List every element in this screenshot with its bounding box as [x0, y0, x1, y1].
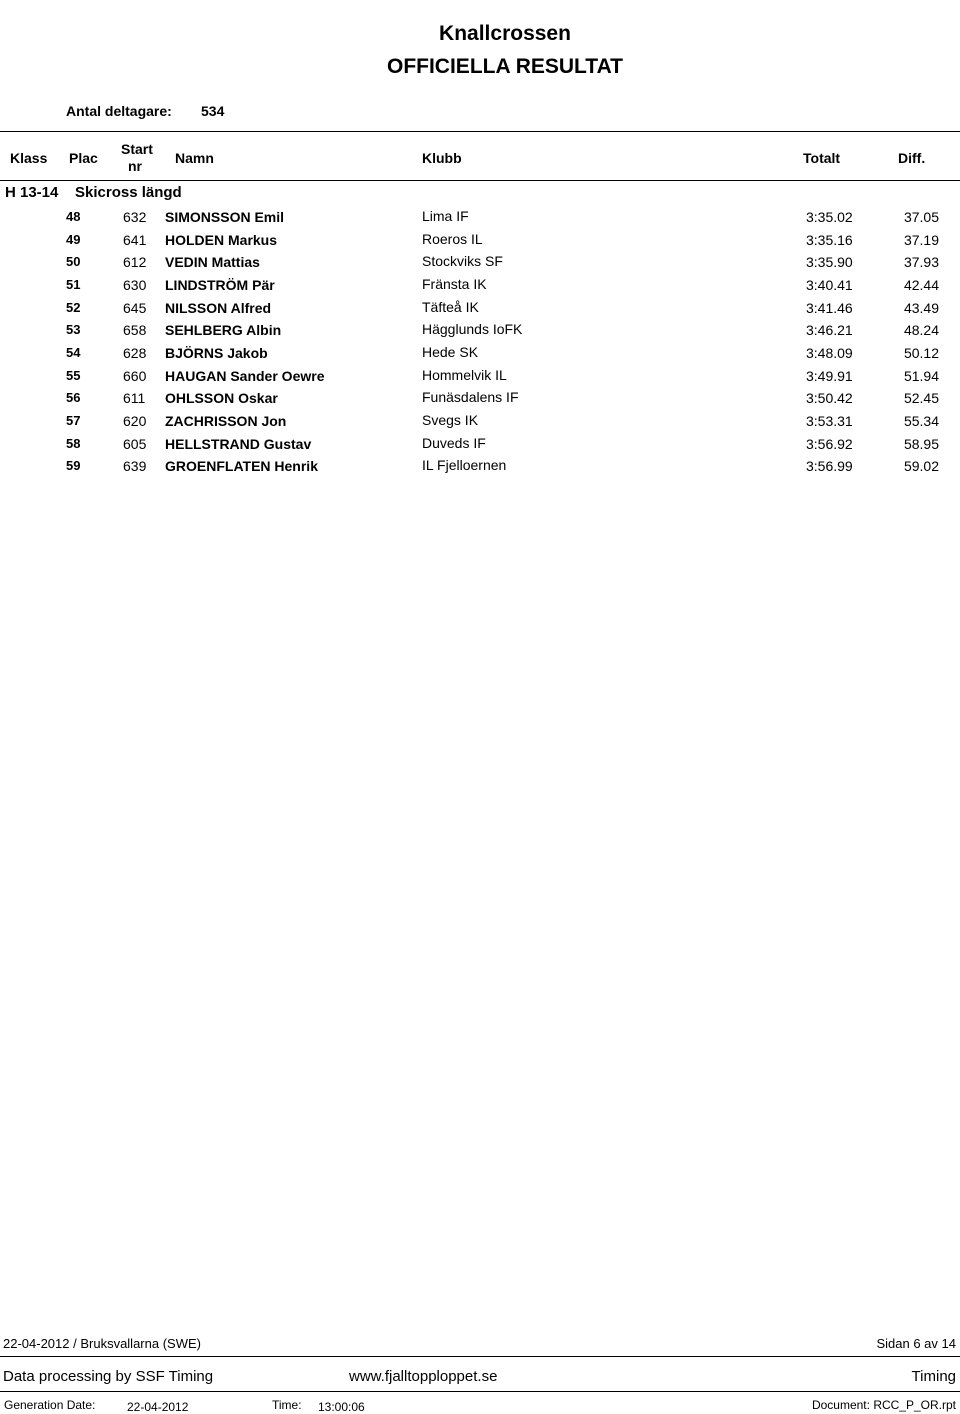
- result-name: OHLSSON Oskar: [165, 390, 278, 406]
- result-total: 3:35.16: [806, 232, 853, 248]
- result-plac: 55: [66, 368, 81, 383]
- result-name: VEDIN Mattias: [165, 254, 260, 270]
- result-club: Hägglunds IoFK: [422, 321, 523, 337]
- footer-time-label: Time:: [272, 1398, 302, 1412]
- result-total: 3:53.31: [806, 413, 853, 429]
- participants-count: 534: [201, 103, 225, 119]
- result-diff: 43.49: [903, 300, 939, 316]
- col-start-line1: Start: [121, 141, 153, 157]
- result-club: Duveds IF: [422, 435, 486, 451]
- result-start-nr: 620: [123, 413, 147, 429]
- col-klubb: Klubb: [422, 150, 462, 166]
- result-club: Fränsta IK: [422, 276, 487, 292]
- footer-bottom-rule: [0, 1391, 960, 1392]
- result-name: SIMONSSON Emil: [165, 209, 285, 225]
- result-plac: 58: [66, 436, 81, 451]
- result-name: NILSSON Alfred: [165, 300, 272, 316]
- result-diff: 42.44: [903, 277, 939, 293]
- result-plac: 50: [66, 254, 81, 269]
- result-diff: 55.34: [903, 413, 939, 429]
- result-start-nr: 639: [123, 458, 147, 474]
- result-plac: 54: [66, 345, 81, 360]
- result-start-nr: 641: [123, 232, 147, 248]
- result-diff: 37.05: [903, 209, 939, 225]
- result-start-nr: 632: [123, 209, 147, 225]
- result-plac: 49: [66, 232, 81, 247]
- result-row: [0, 458, 960, 480]
- result-name: HOLDEN Markus: [165, 232, 278, 248]
- result-diff: 48.24: [903, 322, 939, 338]
- result-club: Funäsdalens IF: [422, 389, 519, 405]
- result-diff: 58.95: [903, 436, 939, 452]
- result-row: [0, 254, 960, 276]
- result-name: GROENFLATEN Henrik: [165, 458, 318, 474]
- result-name: BJÖRNS Jakob: [165, 345, 268, 361]
- result-total: 3:48.09: [806, 345, 853, 361]
- result-diff: 59.02: [903, 458, 939, 474]
- result-total: 3:50.42: [806, 390, 853, 406]
- class-label: H 13-14: [5, 184, 59, 201]
- result-total: 3:56.92: [806, 436, 853, 452]
- result-plac: 59: [66, 458, 81, 473]
- footer-timing: Timing: [911, 1368, 956, 1385]
- result-start-nr: 611: [123, 390, 146, 406]
- result-diff: 37.19: [903, 232, 939, 248]
- result-start-nr: 605: [123, 436, 147, 452]
- participants-label: Antal deltagare:: [66, 103, 172, 119]
- result-total: 3:49.91: [806, 368, 853, 384]
- result-name: LINDSTRÖM Pär: [165, 277, 275, 293]
- result-club: Roeros IL: [422, 231, 483, 247]
- result-row: [0, 300, 960, 322]
- result-club: Hede SK: [422, 344, 479, 360]
- result-name: ZACHRISSON Jon: [165, 413, 287, 429]
- result-plac: 51: [66, 277, 81, 292]
- result-start-nr: 658: [123, 322, 147, 338]
- results-subtitle: OFFICIELLA RESULTAT: [386, 55, 624, 78]
- result-row: [0, 436, 960, 458]
- result-club: Hommelvik IL: [422, 367, 507, 383]
- result-name: HELLSTRAND Gustav: [165, 436, 312, 452]
- result-name: HAUGAN Sander Oewre: [165, 368, 325, 384]
- footer-document: Document: RCC_P_OR.rpt: [811, 1398, 956, 1412]
- result-start-nr: 645: [123, 300, 147, 316]
- result-club: Svegs IK: [422, 412, 479, 428]
- footer-website-link[interactable]: www.fjalltopploppet.se: [349, 1368, 498, 1385]
- result-total: 3:35.90: [806, 254, 853, 270]
- result-club: IL Fjelloernen: [422, 457, 507, 473]
- result-diff: 51.94: [903, 368, 939, 384]
- discipline-name: Skicross längd: [75, 184, 182, 201]
- col-diff: Diff.: [898, 150, 926, 166]
- result-row: [0, 390, 960, 412]
- result-start-nr: 628: [123, 345, 147, 361]
- footer-page-number: Sidan 6 av 14: [876, 1336, 956, 1351]
- result-name: SEHLBERG Albin: [165, 322, 282, 338]
- footer-time-value: 13:00:06: [318, 1400, 365, 1414]
- result-plac: 56: [66, 390, 81, 405]
- result-row: [0, 413, 960, 435]
- footer-data-processing: Data processing by SSF Timing: [3, 1368, 214, 1385]
- header-top-rule: [0, 131, 960, 132]
- result-start-nr: 612: [123, 254, 147, 270]
- result-club: Täfteå IK: [422, 299, 479, 315]
- result-total: 3:46.21: [806, 322, 853, 338]
- col-plac: Plac: [69, 150, 98, 166]
- result-plac: 57: [66, 413, 81, 428]
- result-start-nr: 660: [123, 368, 147, 384]
- result-total: 3:41.46: [806, 300, 853, 316]
- result-row: [0, 209, 960, 231]
- result-total: 3:35.02: [806, 209, 853, 225]
- result-total: 3:40.41: [806, 277, 853, 293]
- result-total: 3:56.99: [806, 458, 853, 474]
- header-bottom-rule: [0, 180, 960, 181]
- footer-generation-label: Generation Date:: [4, 1398, 96, 1412]
- result-plac: 53: [66, 322, 81, 337]
- col-start-line2: nr: [128, 158, 142, 174]
- result-row: [0, 345, 960, 367]
- result-row: [0, 368, 960, 390]
- footer-date-place: 22-04-2012 / Bruksvallarna (SWE): [3, 1336, 201, 1351]
- result-club: Stockviks SF: [422, 253, 503, 269]
- footer-generation-date: 22-04-2012: [127, 1400, 189, 1414]
- result-row: [0, 232, 960, 254]
- result-diff: 37.93: [903, 254, 939, 270]
- result-diff: 52.45: [903, 390, 939, 406]
- result-row: [0, 277, 960, 299]
- result-club: Lima IF: [422, 208, 469, 224]
- col-totalt: Totalt: [803, 150, 841, 166]
- footer-top-rule: [0, 1356, 960, 1357]
- event-title: Knallcrossen: [439, 22, 571, 45]
- col-klass: Klass: [10, 150, 48, 166]
- result-plac: 52: [66, 300, 81, 315]
- col-namn: Namn: [175, 150, 214, 166]
- result-row: [0, 322, 960, 344]
- result-diff: 50.12: [903, 345, 939, 361]
- result-start-nr: 630: [123, 277, 147, 293]
- result-plac: 48: [66, 209, 81, 224]
